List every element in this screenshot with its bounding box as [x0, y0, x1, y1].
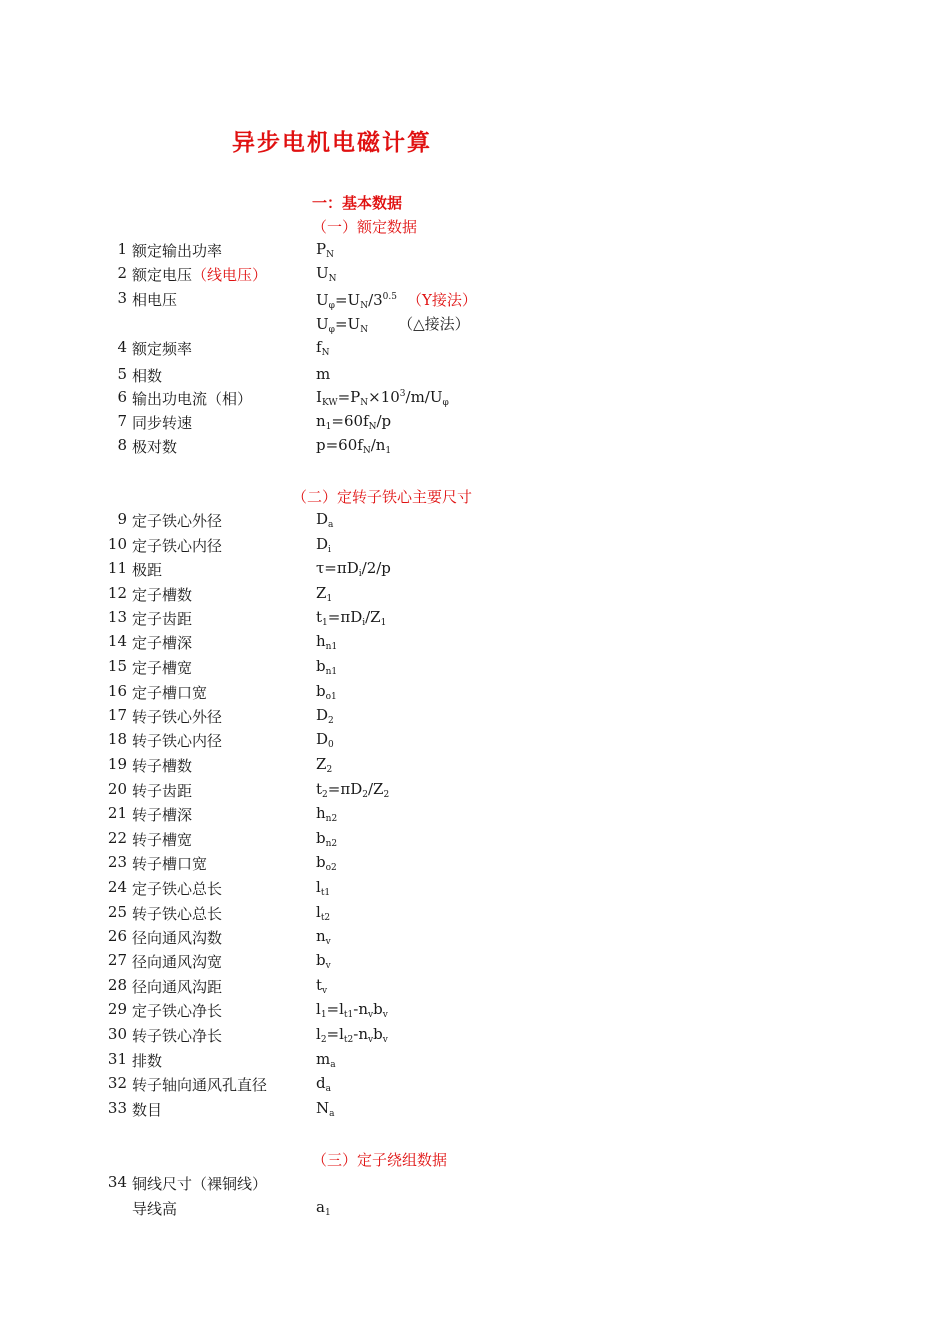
- parameter-formula: [316, 1198, 331, 1216]
- label-text: 转子齿距: [132, 782, 193, 800]
- parameter-row: [0, 804, 950, 828]
- formula-symbol: n: [316, 927, 326, 945]
- formula-part: τ=πD: [316, 559, 359, 577]
- formula-part: /n: [370, 436, 386, 454]
- subscript: 2: [328, 716, 334, 726]
- parameter-label: [132, 780, 192, 801]
- parameter-formula: [316, 780, 389, 798]
- parameter-row: [0, 682, 950, 706]
- parameter-row: [0, 780, 950, 804]
- row-number: 11: [107, 559, 127, 577]
- section-stator-winding: （三）定子绕组数据: [312, 1151, 448, 1169]
- subscript: 2: [326, 765, 333, 775]
- formula-part: p=60f: [316, 436, 363, 454]
- formula-note: （Y接法）: [407, 291, 477, 309]
- row-number: 14: [107, 632, 127, 650]
- parameter-formula: [316, 682, 337, 700]
- subscript: a: [329, 1109, 335, 1119]
- label-text: 导线高: [132, 1200, 178, 1218]
- formula-part: l: [316, 1025, 321, 1043]
- subscript: i: [358, 569, 362, 579]
- row-number: 13: [107, 608, 127, 626]
- formula-part: =60f: [331, 412, 369, 430]
- label-text: 转子轴向通风孔直径: [132, 1076, 268, 1094]
- subscript: φ: [442, 398, 449, 408]
- label-text: 转子铁心净长: [132, 1027, 223, 1045]
- subscript: 2: [362, 790, 368, 800]
- formula-part: ×10: [368, 388, 400, 406]
- parameter-formula: [316, 1074, 331, 1092]
- parameter-row: [0, 927, 950, 951]
- label-text: 额定电压: [132, 266, 193, 284]
- subscript: t2: [320, 913, 331, 923]
- parameter-row: [0, 1074, 950, 1098]
- parameter-label: [132, 853, 207, 874]
- label-text: 数目: [132, 1101, 163, 1119]
- subscript: v: [368, 1035, 374, 1045]
- page-title: 异步电机电磁计算: [232, 130, 432, 156]
- parameter-row: [0, 878, 950, 902]
- parameter-formula: [316, 1050, 336, 1068]
- row-number: 12: [107, 584, 127, 602]
- section-core-dimensions: （二）定转子铁心主要尺寸: [292, 488, 473, 506]
- parameter-label: [132, 412, 192, 433]
- parameter-formula: [316, 829, 337, 847]
- label-text: 定子铁心总长: [132, 880, 223, 898]
- parameter-formula: [316, 1099, 335, 1117]
- parameter-label: [132, 608, 192, 629]
- parameter-label: [132, 365, 162, 386]
- parameter-formula: [316, 1000, 388, 1018]
- subscript: N: [326, 250, 334, 260]
- parameter-formula: [316, 1025, 388, 1043]
- parameter-label: [132, 878, 222, 899]
- formula-part: =πD: [327, 608, 363, 626]
- subscript: o2: [325, 863, 337, 873]
- label-text: 极距: [132, 561, 163, 579]
- row-number: 3: [117, 289, 127, 307]
- subscript: v: [382, 1010, 388, 1020]
- formula-symbol: h: [316, 804, 326, 822]
- subscript: N: [368, 422, 377, 432]
- parameter-label: [132, 730, 222, 751]
- parameter-formula: [316, 755, 332, 773]
- formula-part: -n: [353, 1025, 368, 1043]
- formula-part: t: [316, 780, 323, 798]
- subscript: o1: [325, 692, 337, 702]
- row-number: 25: [107, 903, 127, 921]
- row-number: 34: [107, 1173, 127, 1191]
- label-text: 同步转速: [132, 414, 193, 432]
- parameter-formula: [316, 412, 391, 430]
- parameter-row: [0, 412, 950, 436]
- row-number: 28: [107, 976, 127, 994]
- formula-symbol: f: [316, 338, 322, 356]
- parameter-row: [0, 1198, 950, 1222]
- parameter-formula: [316, 706, 334, 724]
- parameter-label: [132, 755, 192, 776]
- parameter-formula: [316, 313, 470, 334]
- parameter-row: [0, 632, 950, 656]
- formula-part: /Z: [367, 780, 384, 798]
- formula-symbol: b: [316, 853, 326, 871]
- parameter-formula: [316, 632, 337, 650]
- parameter-label: [132, 951, 222, 972]
- row-number: 21: [107, 804, 127, 822]
- row-number: 4: [117, 338, 127, 356]
- formula-symbol: a: [316, 1198, 325, 1216]
- parameter-label: [132, 927, 222, 948]
- row-number: 31: [107, 1050, 127, 1068]
- row-number: 20: [107, 780, 127, 798]
- parameter-row: [0, 584, 950, 608]
- parameter-row: [0, 608, 950, 632]
- parameter-row: [0, 951, 950, 975]
- subscript: t1: [320, 888, 331, 898]
- row-number: 8: [117, 436, 127, 454]
- row-number: 15: [107, 657, 127, 675]
- formula-symbol: l: [316, 878, 321, 896]
- formula-part: n: [316, 412, 326, 430]
- formula-symbol: Z: [316, 755, 327, 773]
- row-number: 26: [107, 927, 127, 945]
- subscript: N: [360, 325, 369, 335]
- formula-symbol: D: [316, 510, 329, 528]
- label-text: 转子槽口宽: [132, 855, 208, 873]
- formula-part: =U: [334, 291, 361, 309]
- row-number: 9: [117, 510, 127, 528]
- parameter-formula: [316, 853, 337, 871]
- parameter-formula: [316, 951, 331, 969]
- label-text: 定子槽宽: [132, 659, 193, 677]
- parameter-formula: [316, 388, 449, 406]
- parameter-formula: [316, 240, 334, 258]
- subscript: v: [322, 986, 328, 996]
- formula-part: =l: [326, 1000, 344, 1018]
- parameter-label: [132, 1198, 177, 1219]
- subscript: φ: [328, 325, 335, 335]
- parameter-row: [0, 436, 950, 460]
- label-text: 定子齿距: [132, 610, 193, 628]
- parameter-row: [0, 338, 950, 362]
- subscript: n1: [325, 667, 338, 677]
- parameter-label: [132, 706, 222, 727]
- formula-part: I: [316, 388, 322, 406]
- parameter-label: [132, 657, 192, 678]
- parameter-row: [0, 657, 950, 681]
- parameter-row: [0, 1099, 950, 1123]
- label-text: 铜线尺寸（裸铜线）: [132, 1175, 268, 1193]
- formula-part: =πD: [327, 780, 363, 798]
- label-text: 相数: [132, 367, 163, 385]
- parameter-row: [0, 264, 950, 288]
- parameter-row: [0, 240, 950, 264]
- formula-symbol: b: [316, 829, 326, 847]
- subscript: 0: [328, 740, 334, 750]
- label-text: 排数: [132, 1052, 163, 1070]
- parameter-row: [0, 388, 950, 412]
- formula-part: /Z: [365, 608, 381, 626]
- row-number: 32: [107, 1074, 127, 1092]
- label-text: 径向通风沟宽: [132, 953, 223, 971]
- row-number: 10: [107, 535, 127, 553]
- subscript: v: [382, 1035, 388, 1045]
- subscript: a: [325, 1084, 331, 1094]
- label-text: 输出功电流（相）: [132, 390, 253, 408]
- label-text: 转子槽宽: [132, 831, 193, 849]
- subscript: v: [325, 937, 331, 947]
- subscript: a: [330, 1060, 336, 1070]
- formula-part: t: [316, 608, 323, 626]
- formula-note: （△接法）: [398, 315, 470, 333]
- row-number: 24: [107, 878, 127, 896]
- parameter-label: [132, 682, 207, 703]
- row-number: 17: [107, 706, 127, 724]
- parameter-label: [132, 289, 177, 310]
- subscript: 1: [380, 618, 387, 628]
- parameter-formula: [316, 608, 386, 626]
- formula-symbol: P: [316, 240, 327, 258]
- parameter-formula: [316, 903, 330, 921]
- parameter-formula: [316, 436, 391, 454]
- parameter-label: [132, 240, 222, 261]
- subscript: a: [328, 520, 334, 530]
- parameter-label: [132, 1074, 267, 1095]
- parameter-label: [132, 1025, 222, 1046]
- label-text: 额定输出功率: [132, 242, 223, 260]
- superscript: 3: [399, 389, 406, 399]
- subscript: 2: [320, 1035, 327, 1045]
- parameter-row: [0, 1050, 950, 1074]
- parameter-row: [0, 510, 950, 534]
- parameter-label: [132, 1173, 267, 1194]
- parameter-row: [0, 289, 950, 313]
- row-number: 29: [107, 1000, 127, 1018]
- row-number: 23: [107, 853, 127, 871]
- formula-part: /3: [368, 291, 383, 309]
- subscript: n2: [325, 839, 338, 849]
- parameter-row: [0, 853, 950, 877]
- formula-part: =l: [326, 1025, 344, 1043]
- formula-symbol: Z: [316, 584, 327, 602]
- label-text: 额定频率: [132, 340, 193, 358]
- parameter-row: [0, 829, 950, 853]
- formula-symbol: d: [316, 1074, 326, 1092]
- subscript: 1: [326, 594, 333, 604]
- formula-symbol: m: [316, 365, 331, 383]
- row-number: 16: [107, 682, 127, 700]
- formula-symbol: D: [316, 706, 329, 724]
- subscript: 2: [322, 790, 328, 800]
- label-text: 定子铁心内径: [132, 537, 223, 555]
- section-rated-data: （一）额定数据: [312, 218, 418, 236]
- parameter-formula: [316, 510, 333, 528]
- row-number: 19: [107, 755, 127, 773]
- row-number: 30: [107, 1025, 127, 1043]
- parameter-row: [0, 1000, 950, 1024]
- label-text: 定子铁心净长: [132, 1002, 223, 1020]
- label-text: 转子铁心外径: [132, 708, 223, 726]
- row-number: 22: [107, 829, 127, 847]
- subscript: n2: [325, 814, 338, 824]
- formula-part: /m/U: [405, 388, 443, 406]
- formula-symbol: h: [316, 632, 326, 650]
- parameter-label: [132, 829, 192, 850]
- formula-symbol: D: [316, 535, 329, 553]
- label-text: 相电压: [132, 291, 178, 309]
- formula-part: U: [316, 315, 329, 333]
- subscript: N: [328, 274, 337, 284]
- parameter-label: [132, 632, 192, 653]
- row-number: 7: [117, 412, 127, 430]
- subscript: v: [325, 961, 331, 971]
- label-text: 定子槽深: [132, 634, 193, 652]
- subscript: N: [360, 301, 369, 311]
- label-text: 径向通风沟数: [132, 929, 223, 947]
- subscript: 1: [320, 1010, 327, 1020]
- row-number: 6: [117, 388, 127, 406]
- parameter-label: [132, 584, 192, 605]
- parameter-label: [132, 559, 162, 580]
- parameter-row: [0, 365, 950, 389]
- parameter-label: [132, 903, 222, 924]
- row-number: 33: [107, 1099, 127, 1117]
- label-text: 转子槽数: [132, 757, 193, 775]
- parameter-label: [132, 1050, 162, 1071]
- formula-symbol: U: [316, 264, 329, 282]
- subscript: N: [362, 446, 371, 456]
- formula-part: b: [373, 1025, 383, 1043]
- parameter-label: [132, 510, 222, 531]
- formula-symbol: b: [316, 657, 326, 675]
- parameter-label: [132, 804, 192, 825]
- parameter-formula: [316, 927, 331, 945]
- subscript: N: [321, 348, 330, 358]
- parameter-formula: [316, 976, 327, 994]
- subscript: N: [360, 398, 369, 408]
- parameter-row: [0, 1025, 950, 1049]
- row-number: 1: [117, 240, 127, 258]
- label-text: 定子铁心外径: [132, 512, 223, 530]
- subscript: v: [368, 1010, 374, 1020]
- formula-part: =U: [334, 315, 361, 333]
- label-text: 定子槽口宽: [132, 684, 208, 702]
- parameter-row: [0, 976, 950, 1000]
- formula-symbol: t: [316, 976, 323, 994]
- parameter-formula: [316, 289, 477, 310]
- formula-part: /p: [376, 412, 392, 430]
- formula-symbol: D: [316, 730, 329, 748]
- parameter-row: [0, 313, 950, 337]
- subscript: 1: [322, 618, 328, 628]
- formula-part: l: [316, 1000, 321, 1018]
- label-note: （线电压）: [192, 266, 268, 284]
- label-text: 极对数: [132, 438, 178, 456]
- parameter-formula: [316, 657, 337, 675]
- parameter-label: [132, 388, 252, 409]
- parameter-label: [132, 1099, 162, 1120]
- parameter-row: [0, 730, 950, 754]
- label-text: 定子槽数: [132, 586, 193, 604]
- formula-part: /2/p: [361, 559, 391, 577]
- parameter-formula: [316, 804, 337, 822]
- formula-symbol: N: [316, 1099, 330, 1117]
- subscript: i: [328, 545, 331, 555]
- subscript: t2: [343, 1035, 354, 1045]
- row-number: 2: [117, 264, 127, 282]
- parameter-formula: [316, 365, 330, 383]
- formula-part: b: [373, 1000, 383, 1018]
- label-text: 转子铁心总长: [132, 905, 223, 923]
- subscript: 1: [325, 422, 332, 432]
- subscript: t1: [343, 1010, 354, 1020]
- parameter-formula: [316, 878, 330, 896]
- parameter-row: [0, 559, 950, 583]
- parameter-row: [0, 535, 950, 559]
- parameter-row: [0, 755, 950, 779]
- label-text: 径向通风沟距: [132, 978, 223, 996]
- subscript: i: [362, 618, 366, 628]
- row-number: 18: [107, 730, 127, 748]
- superscript: 0.5: [382, 292, 397, 302]
- subscript: φ: [328, 301, 335, 311]
- parameter-label: [132, 976, 222, 997]
- formula-symbol: b: [316, 951, 326, 969]
- parameter-row: [0, 903, 950, 927]
- label-text: 转子槽深: [132, 806, 193, 824]
- parameter-label: [132, 436, 177, 457]
- label-text: 转子铁心内径: [132, 732, 223, 750]
- row-number: 5: [117, 365, 127, 383]
- formula-symbol: l: [316, 903, 321, 921]
- parameter-label: [132, 338, 192, 359]
- parameter-label: [132, 535, 222, 556]
- formula-symbol: b: [316, 682, 326, 700]
- parameter-label: [132, 264, 267, 285]
- parameter-formula: [316, 730, 334, 748]
- parameter-label: [132, 1000, 222, 1021]
- formula-part: U: [316, 291, 329, 309]
- section-basic-data: 一：基本数据: [312, 194, 403, 212]
- formula-part: -n: [353, 1000, 368, 1018]
- subscript: n1: [325, 642, 338, 652]
- parameter-formula: [316, 264, 337, 282]
- parameter-row: [0, 1173, 950, 1197]
- formula-part: =P: [337, 388, 361, 406]
- subscript: 1: [324, 1208, 331, 1218]
- row-number: 27: [107, 951, 127, 969]
- parameter-row: [0, 706, 950, 730]
- subscript: 2: [383, 790, 390, 800]
- parameter-formula: [316, 338, 329, 356]
- formula-symbol: m: [316, 1050, 331, 1068]
- parameter-formula: [316, 535, 331, 553]
- subscript: KW: [321, 398, 338, 408]
- parameter-formula: [316, 559, 391, 577]
- subscript: 1: [385, 446, 392, 456]
- parameter-formula: [316, 584, 332, 602]
